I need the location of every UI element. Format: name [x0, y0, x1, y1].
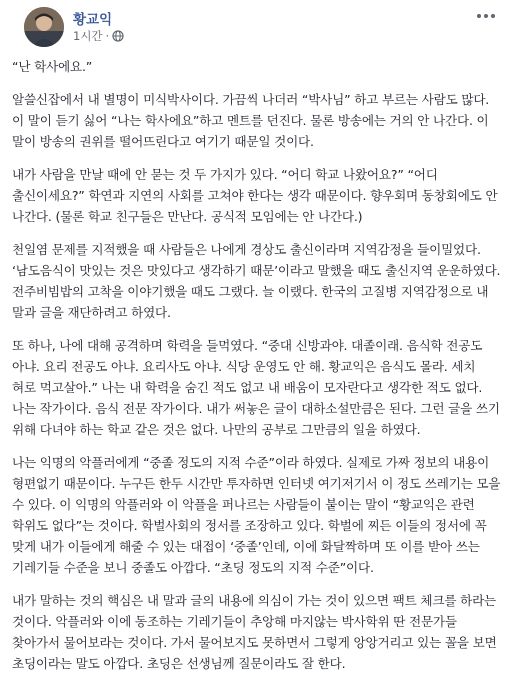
post-body: [12, 56, 502, 686]
post-paragraph: “난 학사에요.”: [12, 59, 93, 74]
post-paragraph: 또 하나, 나에 대해 공격하며 학력을 들먹였다. “중대 신방과야. 대졸이래. 음식학 전공도 아냐. 요리 전공도 아냐. 요리사도 아냐. 식당 운영도 안 해. 황교익은 음식도 몰라. 세치 혀로 먹고살아.” 나는 내 학력을 숨긴 적도 없고 내 배움이 모자란다고 생각한 적도 없다. 나는 작가이다. 음식 전문 작가이다. 내가 써놓은 글이 대하소설만큼은 된다. 그런 글을 쓰기 위해 다녀야 하는 학교 같은 것은 없다. 나만의 공부로 그만큼의 일을 하였다.: [12, 338, 500, 437]
author-avatar[interactable]: [24, 7, 64, 47]
post-paragraph: 천일염 문제를 지적했을 때 사람들은 나에게 경상도 출신이라며 지역감정을 들이밀었다. ‘남도음식이 맛있는 것은 맛있다고 생각하기 때문’이라고 말했을 때도 출신지역 운운하였다. 전주비빔밥의 고착을 이야기했을 때도 그랬다. 늘 이랬다. 한국의 고질병 지역감정으로 내 말과 글을 재단하려고 하였다.: [12, 242, 501, 320]
more-dot: [484, 14, 488, 18]
author-name[interactable]: 황교익: [73, 12, 113, 28]
post-header: [12, 0, 504, 54]
more-dot: [491, 14, 495, 18]
profile-photo: [24, 7, 64, 47]
post-timestamp[interactable]: 1시간: [73, 29, 103, 43]
meta-separator: ·: [105, 29, 110, 43]
more-dot: [477, 14, 481, 18]
globe-icon[interactable]: [112, 30, 124, 42]
post-meta: [73, 28, 124, 44]
post-paragraph: 나는 익명의 악플러에게 “중졸 정도의 지적 수준”이라 하였다. 실제로 가짜 정보의 내용이 형편없기 때문이다. 누구든 한두 시간만 투자하면 인터넷 여기저기서 이 정도 쓰레기는 모을 수 있다. 이 익명의 악플러와 이 악플을 퍼나르는 사람들이 붙이는 말이 “황교익은 관련 학위도 없다”는 것이다. 학벌사회의 정서를 조장하고 있다. 학벌에 찌든 이들의 정서에 꼭 맞게 내가 이들에게 해줄 수 있는 대접이 ‘중졸’인데, 이에 화달짝하며 또 이를 받아 쓰는 기레기들 수준을 보니 중졸도 아깝다. “초딩 정도의 지적 수준”이다.: [12, 455, 501, 575]
post-paragraph: 내가 사람을 만날 때에 안 묻는 것 두 가지가 있다. “어디 학교 나왔어요?” “어디 출신이세요?” 학연과 지연의 사회를 고쳐야 한다는 생각 때문이다. 향우회며 동창회에도 안 나간다. (물론 학교 친구들은 만난다. 공식적 모임에는 안 나간다.): [12, 167, 498, 224]
more-options-icon[interactable]: [474, 8, 498, 24]
post-paragraph: 알쓸신잡에서 내 별명이 미식박사이다. 가끔씩 나더러 “박사님” 하고 부르는 사람도 많다. 이 말이 듣기 싫어 “나는 학사에요”하고 멘트를 던진다. 물론 방송에는 거의 안 나간다. 이 말이 방송의 권위를 떨어뜨린다고 여기기 때문일 것이다.: [12, 92, 490, 149]
post-paragraph: 내가 말하는 것의 핵심은 내 말과 글의 내용에 의심이 가는 것이 있으면 팩트 체크를 하라는 것이다. 악플러와 이에 동조하는 기레기들이 추앙해 마지않는 박사학위 딴 전문가들 찾아가서 물어보라는 것이다. 가서 물어보지도 못하면서 그렇게 앙앙거리고 있는 꼴을 보면 초딩이라는 말도 아깝다. 초딩은 선생님께 질문이라도 잘 한다.: [12, 593, 497, 671]
